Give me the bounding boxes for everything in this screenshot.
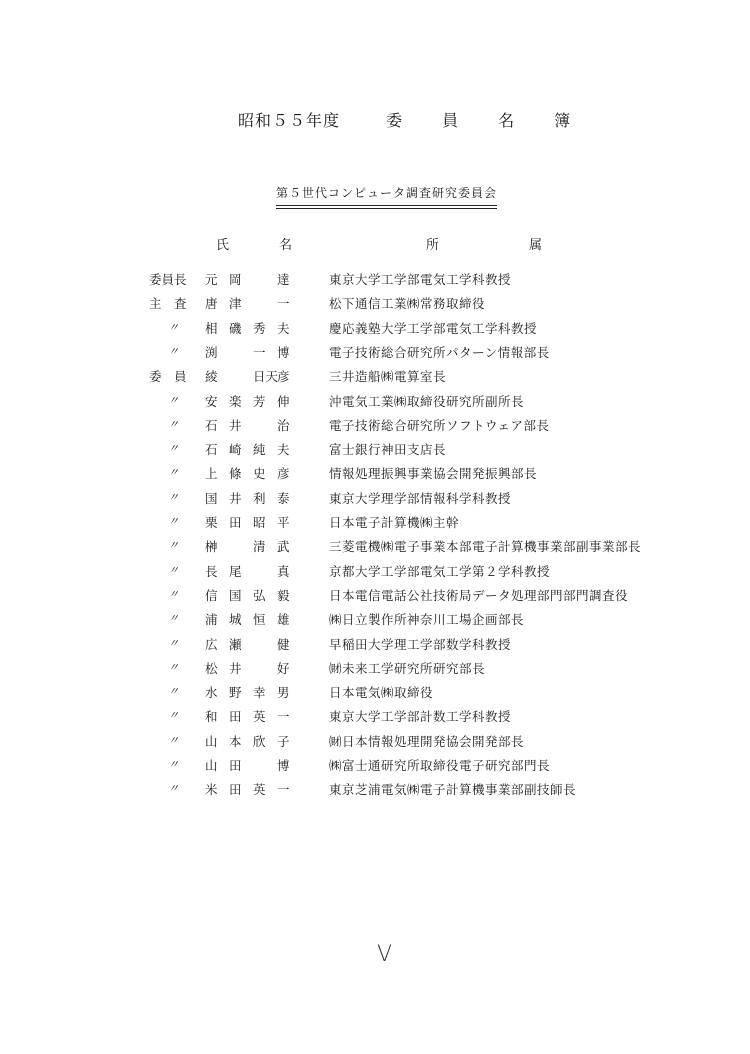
member-name-char: 平 — [277, 515, 290, 530]
member-name-char: 彦 — [277, 369, 290, 385]
member-name — [205, 635, 305, 653]
member-name — [205, 586, 305, 604]
member-affiliation: 電子技術総合研究所ソフトウェア部長 — [329, 417, 550, 433]
member-name-char: 山 — [205, 733, 218, 749]
member-role: 〃 — [168, 660, 179, 674]
member-name-char: 松 — [205, 660, 218, 676]
member-row — [0, 659, 750, 679]
member-name — [205, 610, 305, 628]
member-name-char: 田 — [229, 515, 242, 530]
member-row — [0, 440, 750, 460]
member-name-char: 男 — [277, 685, 290, 701]
member-name-char: 榊 — [205, 539, 218, 555]
member-name-char: 恒 — [253, 612, 266, 628]
member-row — [0, 586, 750, 606]
member-name — [205, 343, 305, 361]
member-row — [0, 610, 750, 630]
member-name-char: 信 — [205, 587, 218, 603]
member-name-char: 井 — [229, 490, 242, 506]
member-role: 〃 — [168, 320, 179, 334]
member-row — [0, 732, 750, 752]
member-name-char: 和 — [205, 709, 218, 725]
member-name-char: 英 — [253, 709, 266, 725]
page-number: V — [377, 942, 393, 967]
member-role: 〃 — [168, 685, 179, 699]
member-name — [205, 416, 305, 434]
member-name-char: 夫 — [277, 320, 290, 336]
member-name-char: 好 — [277, 660, 290, 676]
member-name-char: 日天 — [253, 369, 279, 385]
member-role: 〃 — [168, 612, 179, 626]
member-name-char: 健 — [277, 636, 290, 652]
member-name-char: 一 — [277, 782, 290, 798]
member-name-char: 真 — [277, 563, 290, 579]
member-affiliation: 日本電気㈱取締役 — [329, 685, 434, 701]
member-role: 〃 — [168, 563, 179, 577]
member-name-char: 武 — [277, 539, 290, 555]
member-name-char: 井 — [229, 660, 242, 676]
member-row — [0, 756, 750, 776]
member-row — [0, 343, 750, 363]
member-name-char: 弘 — [253, 587, 266, 603]
member-name-char: 上 — [205, 466, 218, 482]
member-name-char: 栗 — [205, 515, 218, 530]
document-title — [238, 108, 610, 131]
member-name-char: 博 — [277, 344, 290, 360]
member-role: 〃 — [168, 709, 179, 723]
member-name-char: 芳 — [253, 393, 266, 409]
member-row — [0, 319, 750, 339]
member-affiliation: 松下通信工業㈱常務取締役 — [329, 296, 486, 312]
member-name-char: 一 — [277, 296, 290, 312]
member-name — [205, 707, 305, 725]
member-affiliation: ㈶未来工学研究所研究部長 — [329, 660, 486, 676]
member-role: 〃 — [168, 490, 179, 504]
member-row — [0, 270, 750, 290]
member-row — [0, 635, 750, 655]
member-name-char: 幸 — [253, 685, 266, 701]
member-name-char: 綾 — [205, 369, 218, 385]
member-affiliation: 東京芝浦電気㈱電子計算機事業部副技師長 — [329, 782, 577, 798]
member-name-char: 一 — [277, 709, 290, 725]
member-name-char: 国 — [229, 587, 242, 603]
member-affiliation: 東京大学理学部情報科学科教授 — [329, 490, 512, 506]
member-affiliation: 早稲田大学理工学部数学科教授 — [329, 636, 512, 652]
member-role: 〃 — [168, 515, 179, 528]
member-name-char: 秀 — [253, 320, 266, 336]
member-role: 〃 — [168, 417, 179, 431]
member-role: 委 員 — [149, 369, 187, 385]
member-name-char: 利 — [253, 490, 266, 506]
member-name-char: 子 — [277, 733, 290, 749]
member-role: 〃 — [168, 393, 179, 407]
member-affiliation: ㈶日本情報処理開発協会開発部長 — [329, 733, 525, 749]
member-name-char: 英 — [253, 782, 266, 798]
member-affiliation: 慶応義塾大学工学部電気工学科教授 — [329, 320, 538, 336]
member-name-char: 尾 — [229, 563, 242, 579]
member-name — [205, 513, 305, 531]
member-name-char: 田 — [229, 709, 242, 725]
member-row — [0, 489, 750, 509]
member-affiliation: 東京大学工学部電気工学科教授 — [329, 272, 512, 287]
member-row — [0, 294, 750, 314]
member-name-char: 彦 — [277, 466, 290, 482]
member-affiliation: 電子技術総合研究所パターン情報部長 — [329, 344, 550, 360]
member-name — [205, 270, 305, 288]
member-affiliation: ㈱日立製作所神奈川工場企画部長 — [329, 612, 525, 628]
member-affiliation: 三井造船㈱電算室長 — [329, 369, 447, 385]
member-name-char: 津 — [229, 296, 242, 312]
member-affiliation: 富士銀行神田支店長 — [329, 442, 447, 458]
member-affiliation: 日本電信電話公社技術局データ処理部門部門調査役 — [329, 587, 629, 603]
member-row — [0, 416, 750, 436]
member-name — [205, 537, 305, 555]
member-name-char: 広 — [205, 636, 218, 652]
member-name — [205, 464, 305, 482]
member-name-char: 井 — [229, 417, 242, 433]
member-name-char: 水 — [205, 685, 218, 701]
member-name-char: 山 — [205, 758, 218, 773]
member-name-char: 安 — [205, 393, 218, 409]
member-name-char: 泰 — [277, 490, 290, 506]
member-affiliation: 三菱電機㈱電子事業本部電子計算機事業部副事業部長 — [329, 539, 642, 555]
committee-name: 第５世代コンピュータ調査研究委員会 — [276, 184, 497, 206]
member-affiliation: 日本電子計算機㈱主幹 — [329, 515, 460, 530]
member-name — [205, 489, 305, 507]
member-name-char: 田 — [229, 758, 242, 773]
member-role: 〃 — [168, 636, 179, 650]
member-name — [205, 659, 305, 677]
member-name-char: 国 — [205, 490, 218, 506]
member-name-char: 欣 — [253, 733, 266, 749]
member-role: 〃 — [168, 782, 179, 796]
member-role: 〃 — [168, 733, 179, 747]
member-name-char: 石 — [205, 442, 218, 458]
member-row — [0, 367, 750, 387]
member-affiliation: 情報処理振興事業協会開発振興部長 — [329, 466, 538, 482]
member-row — [0, 683, 750, 703]
member-role: 主 査 — [149, 296, 187, 312]
member-name-char: 崎 — [229, 442, 242, 458]
member-name — [205, 294, 305, 312]
member-role: 委員長 — [149, 272, 187, 287]
member-name — [205, 319, 305, 337]
member-name — [205, 562, 305, 580]
member-name-char: 唐 — [205, 296, 218, 312]
member-name — [205, 367, 305, 385]
member-name-char: 純 — [253, 442, 266, 458]
member-name — [205, 440, 305, 458]
member-name-char: 城 — [229, 612, 242, 628]
member-name-char: 元 — [205, 272, 218, 287]
member-name-char: 長 — [205, 563, 218, 579]
member-name-char: 瀬 — [229, 636, 242, 652]
member-name-char: 本 — [229, 733, 242, 749]
member-name-char: 磯 — [229, 320, 242, 336]
column-header-affiliation: 所属 — [426, 238, 633, 253]
fiscal-year: 昭和５５年度 — [238, 111, 341, 130]
member-role: 〃 — [168, 344, 179, 358]
member-name-char: 達 — [277, 272, 290, 287]
member-name-char: 石 — [205, 417, 218, 433]
member-name-char: 史 — [253, 466, 266, 482]
member-role: 〃 — [168, 587, 179, 601]
member-name-char: 雄 — [277, 612, 290, 628]
member-name-char: 伸 — [277, 393, 290, 409]
member-name-char: 昭 — [253, 515, 266, 530]
member-name-char: 博 — [277, 758, 290, 773]
member-role: 〃 — [168, 758, 179, 771]
member-name — [205, 756, 305, 774]
member-row — [0, 464, 750, 484]
member-name-char: 岡 — [229, 272, 242, 287]
member-name-char: 一 — [253, 344, 266, 360]
member-name-char: 條 — [229, 466, 242, 482]
member-name-char: 清 — [253, 539, 266, 555]
member-name-char: 治 — [277, 417, 290, 433]
member-name-char: 浦 — [205, 612, 218, 628]
member-row — [0, 513, 750, 533]
member-name-char: 田 — [229, 782, 242, 798]
member-name — [205, 732, 305, 750]
member-name-char: 渕 — [205, 344, 218, 360]
member-row — [0, 537, 750, 557]
member-name-char: 楽 — [229, 393, 242, 409]
member-role: 〃 — [168, 539, 179, 553]
member-name — [205, 683, 305, 701]
member-name-char: 夫 — [277, 442, 290, 458]
member-name — [205, 780, 305, 798]
member-row — [0, 392, 750, 412]
member-affiliation: 沖電気工業㈱取締役研究所副所長 — [329, 393, 525, 409]
member-row — [0, 780, 750, 800]
member-row — [0, 707, 750, 727]
member-affiliation: ㈱富士通研究所取締役電子研究部門長 — [329, 758, 551, 773]
member-name-char: 相 — [205, 320, 218, 336]
member-role: 〃 — [168, 442, 179, 456]
member-name-char: 野 — [229, 685, 242, 701]
member-row — [0, 562, 750, 582]
member-name-char: 毅 — [277, 587, 290, 603]
roster-heading: 委員名簿 — [386, 111, 611, 130]
member-affiliation: 東京大学工学部計数工学科教授 — [329, 709, 512, 725]
member-role: 〃 — [168, 466, 179, 480]
member-name — [205, 392, 305, 410]
column-header-name: 氏名 — [216, 238, 343, 253]
member-name-char: 米 — [205, 782, 218, 798]
member-affiliation: 京都大学工学部電気工学第２学科教授 — [329, 563, 551, 579]
